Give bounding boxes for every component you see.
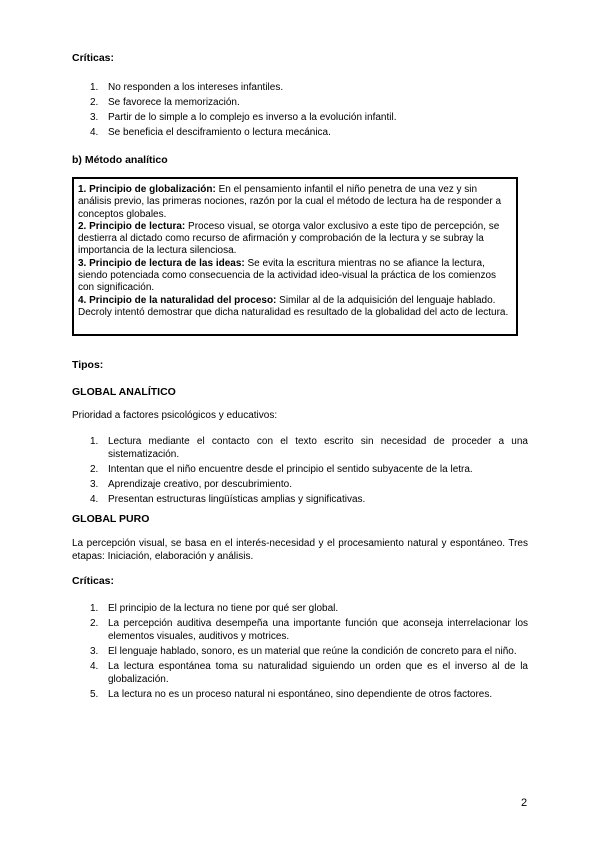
principles-box: [72, 177, 518, 336]
list-item: 2. Intentan que el niño encuentre desde el principio el sentido subyacente de la letra.: [90, 464, 473, 475]
global-puro-heading: GLOBAL PURO: [72, 513, 150, 525]
criticas-list-1: [72, 81, 528, 141]
list-item: 2. La percepción auditiva desempeña una importante función que aconseja interrelacionar los elementos visuales, auditivos y motrices.: [90, 618, 528, 642]
principle-item: 4. Principio de la naturalidad del proceso: Similar al de la adquisición del lenguaje hablado. Decroly intentó demostrar que dicha naturalidad es resultado de la globalidad del acto de lectura.: [78, 294, 509, 318]
list-item: 3. Aprendizaje creativo, por descubrimiento.: [90, 479, 292, 490]
global-analitico-list: [72, 435, 528, 508]
list-item: 1. Lectura mediante el contacto con el texto escrito sin necesidad de proceder a una sistematización.: [90, 436, 528, 460]
list-item: 4. La lectura espontánea toma su naturalidad siguiendo un orden que es el inverso al de la globalización.: [90, 661, 528, 685]
list-item: 1. El principio de la lectura no tiene por qué ser global.: [90, 603, 339, 614]
list-item: 3. El lenguaje hablado, sonoro, es un material que reúne la condición de concreto para el niño.: [90, 646, 517, 657]
global-puro-text: La percepción visual, se basa en el interés-necesidad y el procesamiento natural y espontáneo. Tres etapas: Iniciación, elaboración y análisis.: [72, 538, 528, 562]
principle-item: 3. Principio de lectura de las ideas: Se evita la escritura mientras no se afiance la lectura, siendo potenciada como consecuencia de la actividad ideo-visual la práctica de los comienzos con significación.: [78, 257, 497, 294]
list-item: 5. La lectura no es un proceso natural ni espontáneo, sino dependiente de otros factores.: [90, 689, 493, 700]
global-analitico-intro: Prioridad a factores psicológicos y educativos:: [72, 410, 278, 421]
list-item: 2. Se favorece la memorización.: [90, 97, 240, 108]
list-item: 3. Partir de lo simple a lo complejo es inverso a la evolución infantil.: [90, 112, 397, 123]
page-number: 2: [521, 797, 528, 809]
criticas-heading-1: Críticas:: [72, 52, 115, 64]
list-item: 1. No responden a los intereses infantiles.: [90, 82, 284, 93]
metodo-analitico-heading: b) Método analítico: [72, 154, 168, 166]
global-analitico-heading: GLOBAL ANALÍTICO: [72, 386, 176, 398]
criticas-list-2: [72, 602, 528, 703]
principle-item: 1. Principio de globalización: En el pensamiento infantil el niño penetra de una vez y sin análisis previo, las primeras nociones, razón por la cual el método de lectura ha de responder a conceptos globales.: [78, 184, 502, 220]
list-item: 4. Presentan estructuras lingüísticas amplias y significativas.: [90, 494, 366, 505]
criticas-heading-2: Críticas:: [72, 575, 115, 587]
tipos-heading: Tipos:: [72, 359, 104, 371]
list-item: 4. Se beneficia el desciframiento o lectura mecánica.: [90, 127, 331, 138]
principle-item: 2. Principio de lectura: Proceso visual, se otorga valor exclusivo a este tipo de percepción, se destierra al dictado como recurso de afirmación y comprobación de la lectura y se subray la importancia de la lectura silenciosa.: [78, 220, 500, 257]
